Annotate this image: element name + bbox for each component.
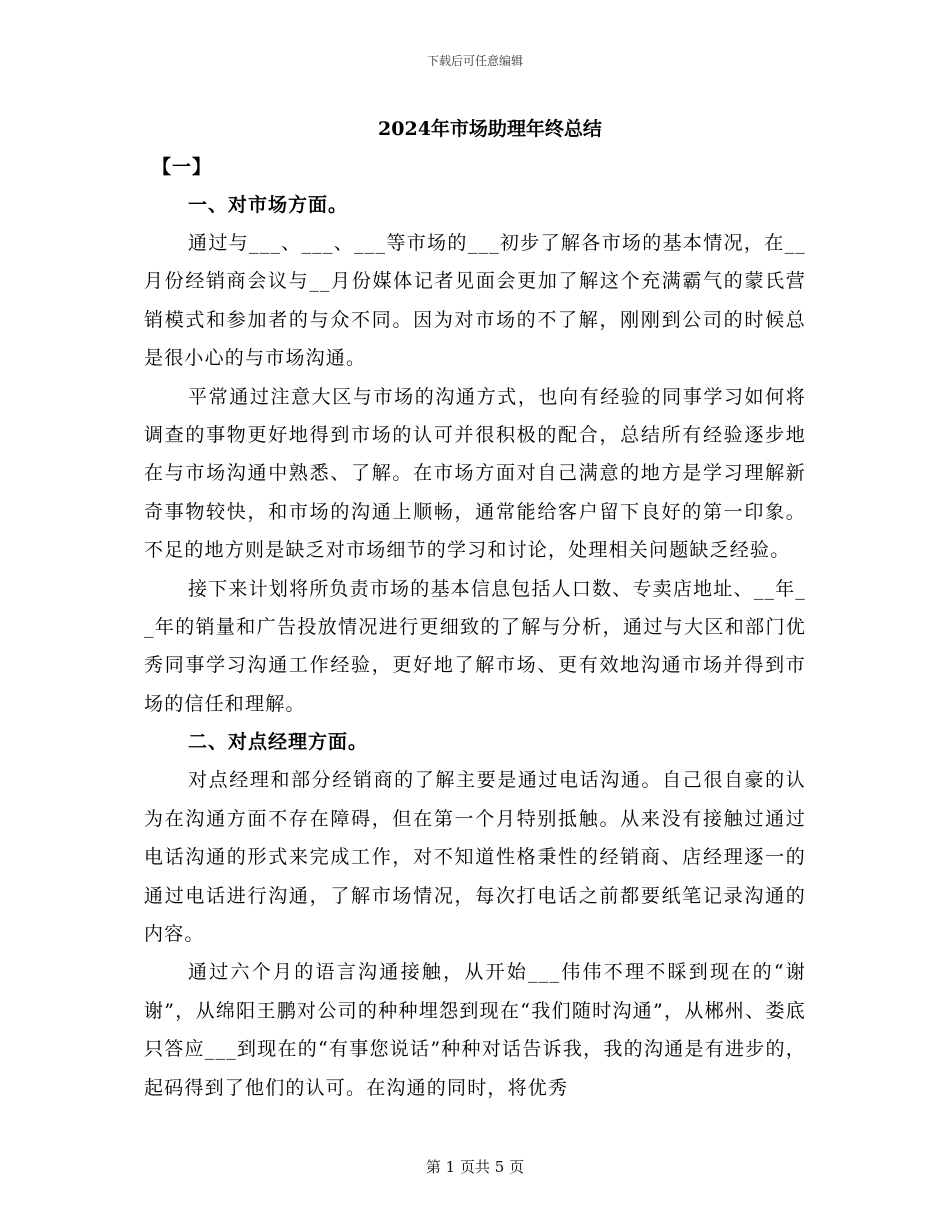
section-marker: 【一】 — [152, 156, 213, 178]
paragraph-3: 接下来计划将所负责市场的基本信息包括人口数、专卖店地址、__年__年的销量和广告投放情况进行更细致的了解与分析，通过与大区和部门优秀同事学习沟通工作经验，更好地了解市场、更有效地沟通市场并得到市场的信任和理解。 — [144, 577, 806, 715]
page-footer: 第 1 页共 5 页 — [425, 1158, 525, 1176]
document-body — [144, 110, 806, 1107]
paragraph-5: 通过六个月的语言沟通接触，从开始___伟伟不理不睬到现在的“谢谢”，从绵阳王鹏对公司的种种埋怨到现在“我们随时沟通”，从郴州、娄底只答应___到现在的“有事您说话”种种对话告诉我，我的沟通是有进步的，起码得到了他们的认可。在沟通的同时，将优秀 — [144, 961, 806, 1099]
document-title: 2024年市场助理年终总结 — [378, 118, 602, 140]
heading-point-manager: 二、对点经理方面。 — [188, 731, 369, 754]
paragraph-2: 平常通过注意大区与市场的沟通方式，也向有经验的同事学习如何将调查的事物更好地得到市场的认可并很积极的配合，总结所有经验逐步地在与市场沟通中熟悉、了解。在市场方面对自己满意的地方是学习理解新奇事物较快，和市场的沟通上顺畅，通常能给客户留下良好的第一印象。不足的地方则是缺乏对市场细节的学习和讨论，处理相关问题缺乏经验。 — [144, 385, 806, 562]
paragraph-1: 通过与___、___、___等市场的___初步了解各市场的基本情况，在__月份经销商会议与__月份媒体记者见面会更加了解这个充满霸气的蒙氏营销模式和参加者的与众不同。因为对市场的不了解，刚刚到公司的时候总是很小心的与市场沟通。 — [144, 232, 806, 370]
page-header: 下载后可任意编辑 — [426, 54, 523, 68]
paragraph-4: 对点经理和部分经销商的了解主要是通过电话沟通。自己很自豪的认为在沟通方面不存在障碍，但在第一个月特别抵触。从来没有接触过通过电话沟通的形式来完成工作，对不知道性格秉性的经销商、店经理逐一的通过电话进行沟通，了解市场情况，每次打电话之前都要纸笔记录沟通的内容。 — [144, 769, 806, 945]
heading-market: 一、对市场方面。 — [188, 194, 349, 216]
